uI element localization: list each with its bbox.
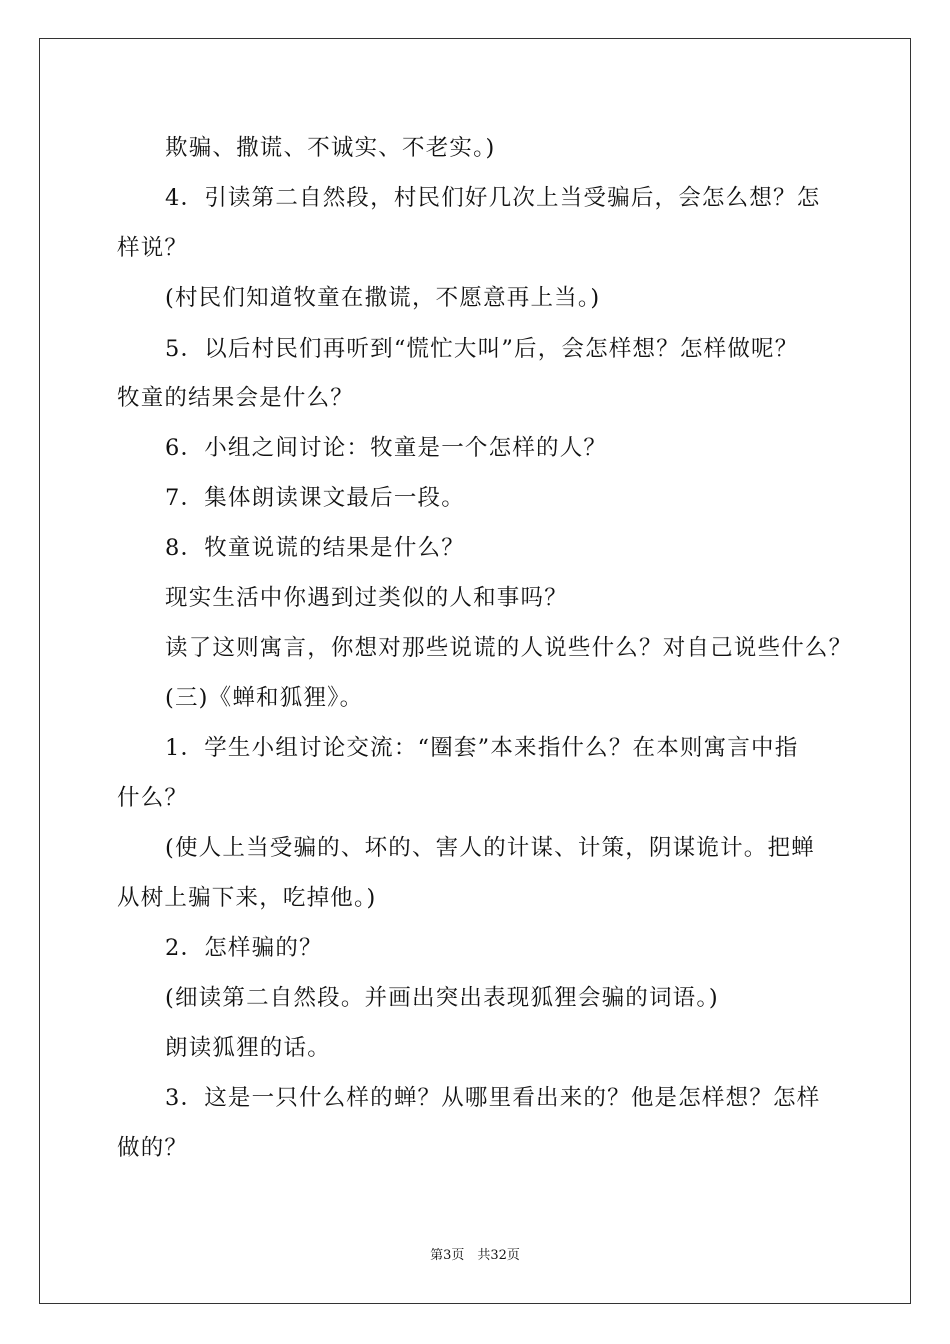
text-line: 样说？: [117, 235, 189, 261]
text-line: 什么？: [117, 785, 189, 811]
text-line: 牧童的结果会是什么？: [117, 385, 355, 411]
text-line: 5．以后村民们再听到“慌忙大叫”后，会怎样想？怎样做呢？: [165, 336, 799, 362]
text-line: 从树上骗下来，吃掉他。): [117, 885, 377, 911]
text-line: 读了这则寓言，你想对那些说谎的人说些什么？对自己说些什么？: [165, 635, 853, 661]
text-line: 现实生活中你遇到过类似的人和事吗？: [165, 585, 568, 611]
text-line: (三)《蝉和狐狸》。: [165, 685, 364, 711]
text-line: 1．学生小组讨论交流：“圈套”本来指什么？在本则寓言中指: [165, 735, 799, 761]
text-line: (村民们知道牧童在撒谎，不愿意再上当。): [165, 285, 601, 311]
text-line: 8．牧童说谎的结果是什么？: [165, 535, 465, 561]
page-border: [39, 38, 911, 1304]
text-line: 6．小组之间讨论：牧童是一个怎样的人？: [165, 435, 608, 461]
text-line: 3．这是一只什么样的蝉？从哪里看出来的？他是怎样想？怎样: [165, 1085, 821, 1111]
text-line: 2．怎样骗的？: [165, 935, 323, 961]
text-line: 4．引读第二自然段，村民们好几次上当受骗后，会怎么想？怎: [165, 185, 821, 211]
text-line: 朗读狐狸的话。: [165, 1035, 331, 1061]
text-line: 欺骗、撒谎、不诚实、不老实。): [165, 135, 496, 161]
text-line: (使人上当受骗的、坏的、害人的计谋、计策，阴谋诡计。把蝉: [165, 835, 815, 861]
text-line: (细读第二自然段。并画出突出表现狐狸会骗的词语。): [165, 985, 719, 1011]
page-number-footer: 第3页 共32页: [430, 1248, 520, 1263]
text-line: 7．集体朗读课文最后一段。: [165, 485, 465, 511]
text-line: 做的？: [117, 1135, 189, 1161]
